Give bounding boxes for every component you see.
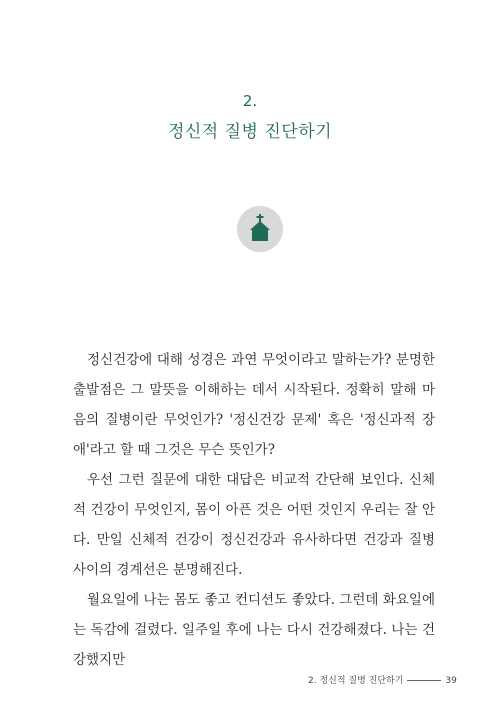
chapter-emblem [237,206,283,252]
chapter-title: 정신적 질병 진단하기 [167,122,333,142]
church-icon [237,206,283,252]
running-title: 2. 정신적 질병 진단하기 [308,676,404,686]
paragraph: 정신건강에 대해 성경은 과연 무엇이라고 말하는가? 분명한 출발점은 그 말뜻을 이해하는 데서 시작된다. 정확히 말해 마음의 질병이란 무엇인가? '정신건강 문제' 혹은 '정신과적 장애'라고 할 때 그것은 무슨 뜻인가? [73,352,435,458]
paragraph: 우선 그런 질문에 대한 대답은 비교적 간단해 보인다. 신체적 건강이 무엇인지, 몸이 아픈 것은 어떤 것인지 우리는 잘 안다. 만일 신체적 건강이 정신건강과 유사하다면 건강과 질병 사이의 경계선은 분명해진다. [73,472,435,578]
page-number: 39 [445,676,457,686]
paragraph: 월요일에 나는 몸도 좋고 컨디션도 좋았다. 그런데 화요일에는 독감에 걸렸다. 일주일 후에 나는 다시 건강해졌다. 나는 건강했지만 [73,592,435,668]
chapter-number: 2. [242,92,258,110]
body-text [73,345,435,675]
page-footer [308,673,468,686]
footer-rule [407,680,441,681]
